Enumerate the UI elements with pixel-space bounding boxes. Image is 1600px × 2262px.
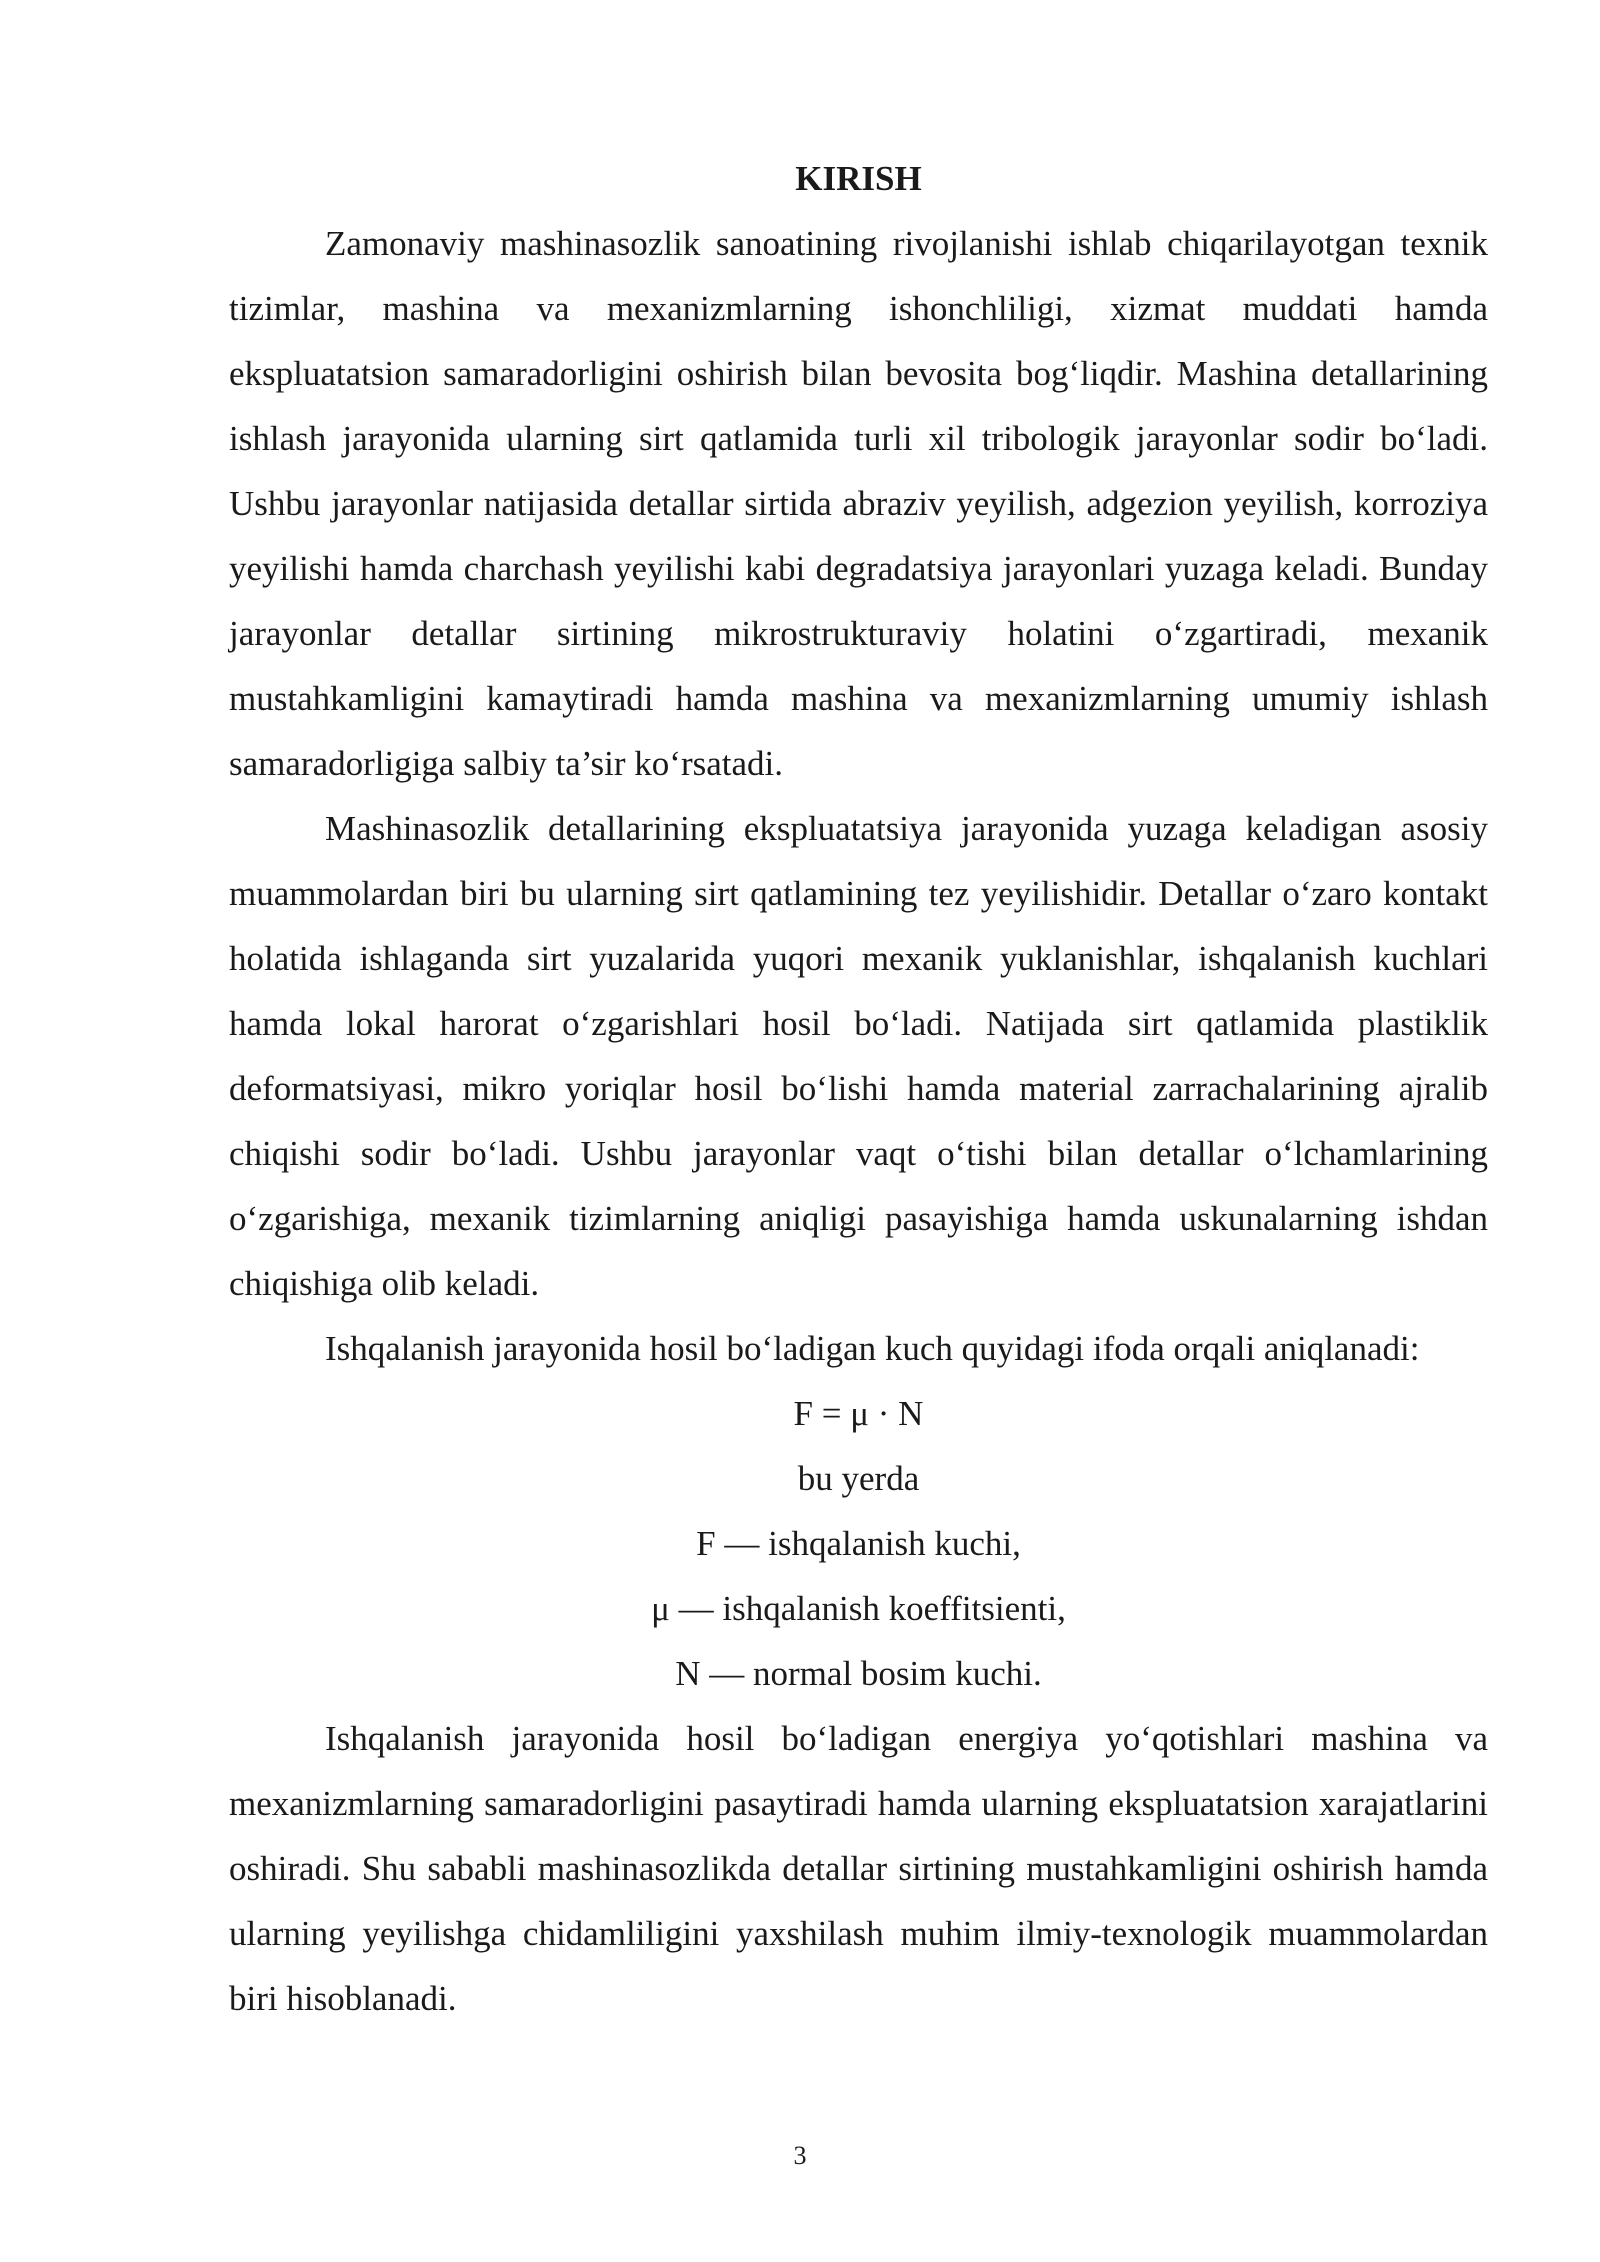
formula-definition-n: N — normal bosim kuchi. [675,1654,1042,1693]
formula-block [229,1381,1488,1706]
paragraph-3: Ishqalanish jarayonida hosil bo‘ladigan kuch quyidagi ifoda orqali aniqlanadi: [325,1329,1420,1368]
formula-where-label: bu yerda [797,1459,920,1498]
section-heading: KIRISH [795,159,922,198]
paragraph-1: Zamonaviy mashinasozlik sanoatining rivojlanishi ishlab chiqarilayotgan texnik tizimlar, mashina va mexanizmlarning ishonchliligi, xizmat muddati hamda ekspluatatsion samaradorligini oshirish bilan bevosita bog‘liqdir. Mashina detallarining ishlash jarayonida ularning sirt qatlamida turli xil tribologik jarayonlar sodir bo‘ladi. Ushbu jarayonlar natijasida detallar sirtida abraziv yeyilish, adgezion yeyilish, korroziya yeyilishi hamda charchash yeyilishi kabi degradatsiya jarayonlari yuzaga keladi. Bunday jarayonlar detallar sirtining mikrostrukturaviy holatini o‘zgartiradi, mexanik mustahkamligini kamaytiradi hamda mashina va mexanizmlarning umumiy ishlash samaradorligiga salbiy ta’sir ko‘rsatadi. [229,224,1488,783]
page-number: 3 [793,2141,807,2170]
formula-expression: F = μ · N [793,1394,924,1433]
paragraph-4: Ishqalanish jarayonida hosil bo‘ladigan energiya yo‘qotishlari mashina va mexanizmlarning samaradorligini pasaytiradi hamda ularning ekspluatatsion xarajatlarini oshiradi. Shu sababli mashinasozlikda detallar sirtining mustahkamligini oshirish hamda ularning yeyilishga chidamliligini yaxshilash muhim ilmiy-texnologik muammolardan biri hisoblanadi. [229,1719,1488,2018]
formula-definition-mu: μ — ishqalanish koeffitsienti, [651,1589,1066,1628]
paragraph-2: Mashinasozlik detallarining ekspluatatsiya jarayonida yuzaga keladigan asosiy muammolardan biri bu ularning sirt qatlamining tez yeyilishidir. Detallar o‘zaro kontakt holatida ishlaganda sirt yuzalarida yuqori mexanik yuklanishlar, ishqalanish kuchlari hamda lokal harorat o‘zgarishlari hosil bo‘ladi. Natijada sirt qatlamida plastiklik deformatsiyasi, mikro yoriqlar hosil bo‘lishi hamda material zarrachalarining ajralib chiqishi sodir bo‘ladi. Ushbu jarayonlar vaqt o‘tishi bilan detallar o‘lchamlarining o‘zgarishiga, mexanik tizimlarning aniqligi pasayishiga hamda uskunalarning ishdan chiqishiga olib keladi. [229,809,1488,1303]
formula-definition-f: F — ishqalanish kuchi, [696,1524,1021,1563]
page-content [229,146,1488,2031]
